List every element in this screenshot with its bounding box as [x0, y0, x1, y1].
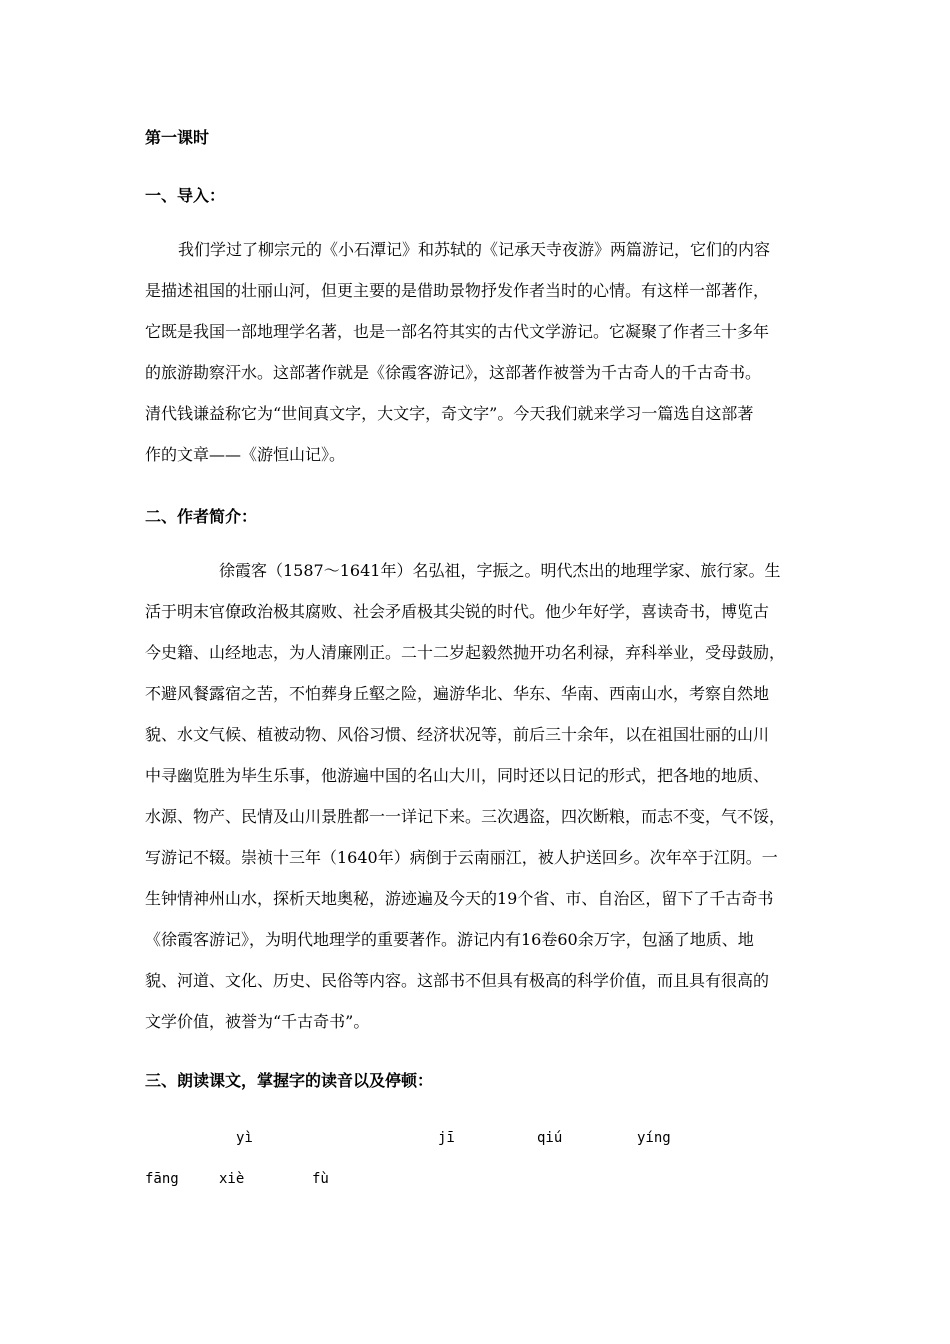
pinyin-annotation: yíng	[637, 1130, 671, 1146]
lesson-title: 第一课时	[145, 128, 210, 147]
text-line: 写游记不辍。崇祯十三年（1640年）病倒于云南丽江，被人护送回乡。次年卒于江阴。一	[145, 848, 778, 867]
author-paragraph	[145, 550, 810, 1042]
section-heading-author: 二、作者简介：	[145, 507, 258, 526]
text-line: 作的文章——《游恒山记》。	[145, 445, 346, 464]
text-line: 《徐霞客游记》，为明代地理学的重要著作。游记内有16卷60余万字，包涵了地质、地	[145, 930, 754, 949]
pinyin-annotation: qiú	[537, 1130, 563, 1146]
text-line: 活于明末官僚政治极其腐败、社会矛盾极其尖锐的时代。他少年好学，喜读奇书，博览古	[145, 602, 770, 621]
text-line: 不避风餐露宿之苦，不怕葬身丘壑之险，遍游华北、华东、华南、西南山水，考察自然地	[145, 684, 770, 703]
pinyin-annotation: yì	[236, 1130, 253, 1146]
text-line: 徐霞客（1587～1641年）名弘祖，字振之。明代杰出的地理学家、旅行家。生	[219, 561, 781, 580]
text-line: 水源、物产、民情及山川景胜都一一详记下来。三次遇盗，四次断粮，而志不变，气不馁，	[145, 807, 786, 826]
text-line: 今史籍、山经地志，为人清廉刚正。二十二岁起毅然抛开功名利禄，弃科举业，受母鼓励，	[145, 643, 786, 662]
pinyin-annotation: xiè	[219, 1171, 245, 1187]
text-line: 它既是我国一部地理学名著，也是一部名符其实的古代文学游记。它凝聚了作者三十多年	[145, 322, 770, 341]
pinyin-annotation: jī	[438, 1130, 455, 1146]
text-line: 是描述祖国的壮丽山河，但更主要的是借助景物抒发作者当时的心情。有这样一部著作，	[145, 281, 770, 300]
text-line: 我们学过了柳宗元的《小石潭记》和苏轼的《记承天寺夜游》两篇游记，它们的内容	[178, 240, 771, 259]
pinyin-annotation: fāng	[145, 1171, 179, 1187]
pinyin-annotation: fù	[312, 1171, 329, 1187]
text-line: 文学价值，被誉为“千古奇书”。	[145, 1012, 370, 1031]
text-line: 貌、水文气候、植被动物、风俗习惯、经济状况等，前后三十余年，以在祖国壮丽的山川	[145, 725, 770, 744]
section-heading-intro: 一、导入：	[145, 186, 226, 205]
text-line: 清代钱谦益称它为“世间真文字，大文字，奇文字”。今天我们就来学习一篇选自这部著	[145, 404, 754, 423]
intro-paragraph	[145, 229, 810, 475]
section-heading-reading: 三、朗读课文，掌握字的读音以及停顿：	[145, 1071, 434, 1090]
text-line: 貌、河道、文化、历史、民俗等内容。这部书不但具有极高的科学价值，而且具有很高的	[145, 971, 770, 990]
text-line: 中寻幽览胜为毕生乐事，他游遍中国的名山大川，同时还以日记的形式，把各地的地质、	[145, 766, 770, 785]
text-line: 的旅游勘察汗水。这部著作就是《徐霞客游记》，这部著作被誉为千古奇人的千古奇书。	[145, 363, 762, 382]
text-line: 生钟情神州山水，探析天地奥秘，游迹遍及今天的19个省、市、自治区，留下了千古奇书	[145, 889, 774, 908]
